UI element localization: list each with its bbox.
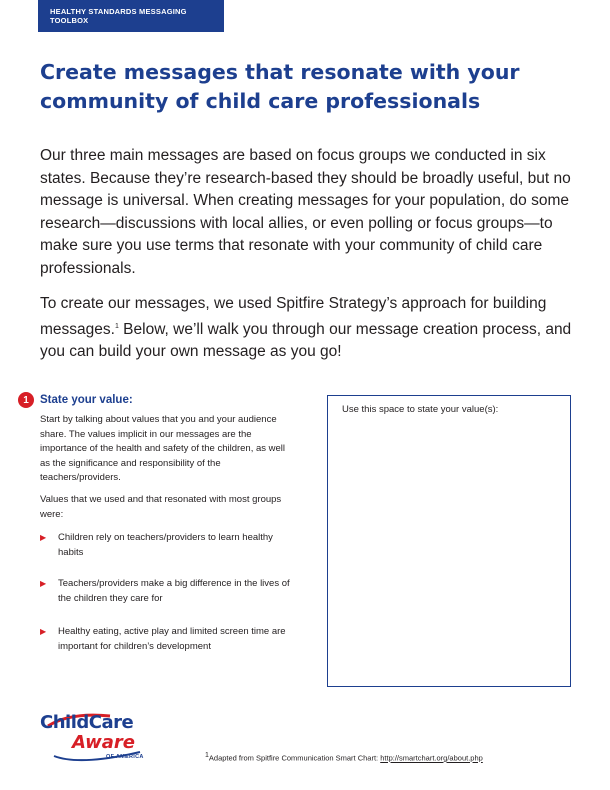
step-title: State your value: (40, 394, 133, 406)
value-writing-area-label: Use this space to state your value(s): (342, 404, 499, 415)
footnote-reference: 1 (114, 322, 119, 330)
page-title: Create messages that resonate with your community of child care professionals (40, 60, 520, 113)
step-description: Start by talking about values that you and your audience share. The values implicit in our messages are the importance of the health and safety of the children, as well as the significance and responsibility of the teachers/providers. (40, 414, 286, 484)
logo-line-3: OF AMERICA (106, 754, 144, 760)
step-number-badge: 1 (18, 392, 34, 408)
list-item (40, 625, 290, 654)
triangle-right-icon: ▶ (40, 627, 47, 636)
intro-paragraph-1: Our three main messages are based on focus groups we conducted in six states. Because they’re research-based they should be broadly useful, but no message is universal. When creating messages for your population, do some research—discussions with local allies, or even polling or focus groups—to make sure you use terms that resonate with your community of child care professionals. (40, 147, 571, 277)
logo-line-2: Aware (72, 732, 135, 753)
list-item (40, 577, 290, 606)
footnote (205, 752, 483, 763)
triangle-right-icon: ▶ (40, 579, 47, 588)
smart-chart-link[interactable]: http://smartchart.org/about.php (380, 753, 483, 763)
list-item-text: Children rely on teachers/providers to learn healthy habits (58, 532, 273, 558)
list-item-text: Teachers/providers make a big difference in the lives of the children they care for (58, 578, 290, 604)
footnote-text: Adapted from Spitfire Communication Smart Chart: (208, 753, 381, 763)
intro-paragraph-2-continued: Below, we’ll walk you through our message creation process, and you can build your own message as you go! (40, 320, 572, 361)
value-writing-area[interactable] (327, 395, 571, 687)
footnote-mark: 1 (205, 752, 209, 759)
logo-line-1: ChildCare (40, 712, 134, 733)
triangle-right-icon: ▶ (40, 533, 47, 542)
childcare-aware-logo (40, 712, 160, 772)
toolbox-header-label: HEALTHY STANDARDS MESSAGING TOOLBOX (50, 7, 187, 25)
toolbox-header-banner (38, 0, 224, 32)
list-item (40, 531, 290, 560)
intro-paragraph-2 (40, 293, 580, 364)
step-1-heading (18, 392, 133, 408)
values-intro: Values that we used and that resonated with most groups were: (40, 494, 282, 520)
list-item-text: Healthy eating, active play and limited screen time are important for children’s development (58, 626, 286, 652)
intro-paragraph-2-text: To create our messages, we used Spitfire Strategy’s approach for building messages. (40, 295, 547, 338)
